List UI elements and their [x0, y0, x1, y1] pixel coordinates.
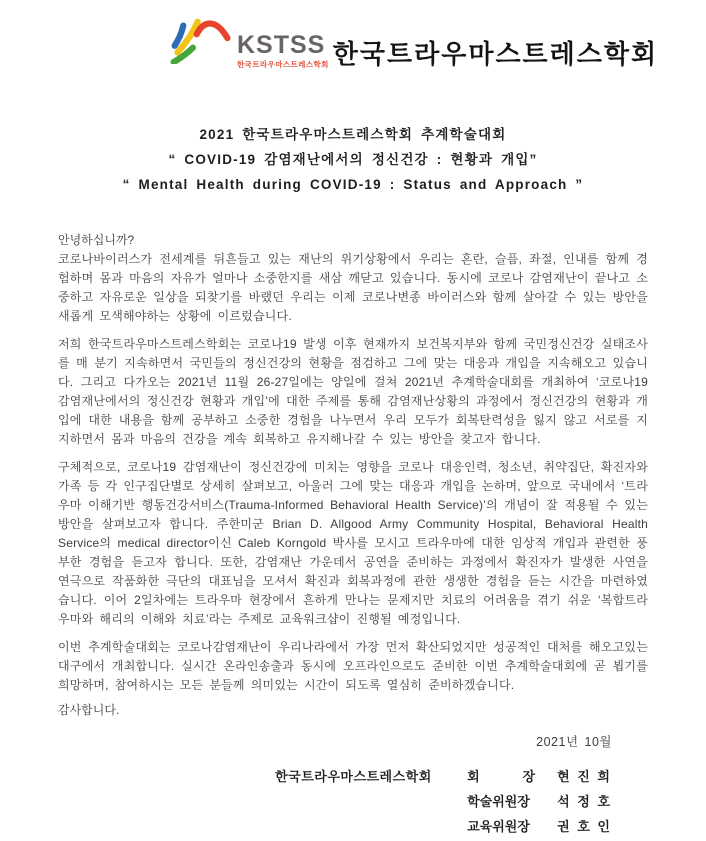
kstss-logo-mark-icon	[168, 16, 235, 64]
closing-line: 감사합니다.	[58, 703, 120, 717]
paragraph-1: 코로나바이러스가 전세계를 뒤흔들고 있는 재난의 위기상황에서 우리는 혼란, 슬픔, 좌절, 인내를 함께 경험하며 몸과 마음의 자유가 얼마나 소중한지를 새삼 깨닫고 있습니다. 동시에 코로나 감염재난이 끝나고 소중하고 자유로운 일상을 되찾기를 바랬던 우리는 이제 코로나변종 바이러스와 함께 살아갈 수 있는 방안을 새롭게 모색해야하는 상황에 이르렀습니다.	[58, 252, 648, 323]
paragraph-2: 저희 한국트라우마스트레스학회는 코로나19 발생 이후 현재까지 보건복지부와 함께 국민정신건강 실태조사를 매 분기 지속하면서 국민들의 정신건강의 현황을 점검하고 그에 맞는 대응과 개입을 지속해오고 있습니다. 그리고 다가오는 2021년 11월 26-27일에는 양일에 걸쳐 2021년 추계학술대회를 개최하여 ‘코로나19 감염재난에서의 정신건강 현황과 개입’에 대한 주제를 통해 감염재난상황의 과정에서 정신건강의 현황과 개입에 대한 내용을 함께 공부하고 소중한 경험을 나누면서 우리 모두가 회복탄력성을 잃지 않고 서로를 지지하면서 몸과 마음의 건강을 계속 회복하고 유지해나갈 수 있는 방안을 찾고자 합니다.	[58, 337, 648, 446]
kstss-logo	[168, 16, 329, 70]
signature-role-academic-chair: 학술위원장	[467, 794, 530, 809]
date-line: 2021년 10월	[536, 735, 612, 749]
paragraph-3: 구체적으로, 코로나19 감염재난이 정신건강에 미치는 영향을 코로나 대응인력, 청소년, 취약집단, 확진자와 가족 등 각 인구집단별로 상세히 살펴보고, 아울러 그에 맞는 대응과 개입을 논하며, 앞으로 국내에서 ‘트라우마 이해기반 행동건강서비스(Trauma-Informed Behavioral Health Service)’의 개념이 잘 적용될 수 있는 방안을 살펴보고자 합니다. 주한미군 Brian D. Allgood Army Community Hospital, Behavioral Health Service의 medical director이신 Caleb Korngold 박사를 모시고 트라우마에 대한 임상적 개입과 관련한 풍부한 경험을 듣고자 합니다. 또한, 감염재난 가운데서 공연을 준비하는 과정에서 확진자가 발생한 사연을 연극으로 작품화한 극단의 대표님을 모셔서 확진과 회복과정에 관한 생생한 경험을 듣는 시간을 마련하였습니다. 이어 2일차에는 트라우마 현장에서 흔하게 만나는 문제지만 치료의 어려움을 겪기 쉬운 ‘복합트라우마와 해리의 이해와 치료’라는 주제로 교육워크샵이 진행될 예정입니다.	[58, 460, 648, 626]
signature-name-president: 현 진 희	[557, 769, 612, 784]
logo-acronym: KSTSS	[237, 31, 326, 59]
organization-name: 한국트라우마스트레스학회	[332, 39, 659, 69]
signature-block	[275, 766, 612, 841]
letter-body	[58, 231, 648, 720]
logo-subtext: 한국트라우마스트레스학회	[237, 60, 329, 69]
header	[168, 16, 659, 78]
conference-title-line3: “ Mental Health during COVID-19 : Status and Approach ”	[122, 177, 584, 192]
signature-row	[275, 816, 612, 841]
signature-org: 한국트라우마스트레스학회	[275, 769, 432, 784]
logo-text	[237, 32, 329, 70]
conference-title-line1: 2021 한국트라우마스트레스학회 추계학술대회	[199, 127, 507, 142]
signature-row	[275, 791, 612, 816]
signature-name-education-chair: 권 호 인	[557, 819, 612, 834]
signature-name-academic-chair: 석 정 호	[557, 794, 612, 809]
signature-row	[275, 766, 612, 791]
logo-stroke-red	[197, 23, 228, 38]
greeting-line: 안녕하십니까?	[58, 233, 135, 247]
signature-role-president: 회 장	[467, 769, 536, 784]
conference-title-line2: “ COVID-19 감염재난에서의 정신건강 : 현황과 개입”	[168, 152, 538, 167]
signature-role-education-chair: 교육위원장	[467, 819, 530, 834]
paragraph-4: 이번 추계학술대회는 코로나감염재난이 우리나라에서 가장 먼저 확산되었지만 성공적인 대처를 해오고있는 대구에서 개최합니다. 실시간 온라인송출과 동시에 오프라인으로도 준비한 이번 추계학술대회에 곧 뵙기를 희망하며, 참여하시는 모든 분들께 의미있는 시간이 되도록 열심히 준비하겠습니다.	[58, 640, 648, 692]
conference-title-block	[58, 122, 648, 197]
